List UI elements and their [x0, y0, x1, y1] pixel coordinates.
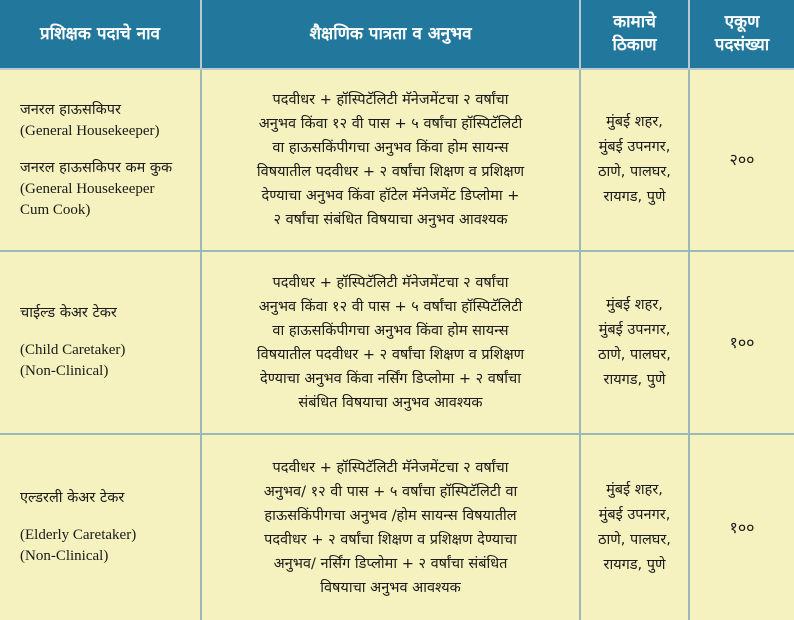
post-name-english: (General Housekeeper): [20, 122, 160, 139]
post-name-english: (Elderly Caretaker): [20, 527, 137, 543]
qualification-line: हाऊसकिंपीगचा अनुभव /होम सायन्स विषयातील: [264, 507, 517, 524]
post-name-english: Cum Cook): [20, 201, 91, 218]
qualification-line: अनुभव/ १२ वी पास + ५ वर्षांचा हॉस्पिटॅलिटी वा: [263, 483, 518, 500]
location-line: मुंबई उपनगर,: [598, 321, 671, 338]
location-line: ठाणे, पालघर,: [598, 346, 671, 363]
qualification-line: संबंधित विषयाचा अनुभव आवश्यक: [298, 394, 483, 411]
header-total-posts: [689, 0, 794, 69]
post-count: १००: [689, 251, 794, 434]
table-row: [0, 434, 794, 620]
qualification-line: देण्याचा अनुभव किंवा नर्सिंग डिप्लोमा + २ वर्षांचा: [260, 370, 521, 387]
header-location-line: ठिकाण: [612, 35, 657, 55]
header-total-line: एकूण: [724, 12, 760, 32]
location-line: ठाणे, पालघर,: [598, 531, 671, 548]
post-name-english: (Non-Clinical): [20, 363, 109, 379]
location-line: मुंबई उपनगर,: [598, 506, 671, 523]
post-name-english: (General Housekeeper: [20, 180, 155, 197]
post-name-cell: [0, 434, 201, 620]
post-name-marathi: जनरल हाऊसकिपर: [20, 101, 121, 118]
qualification-line: पदवीधर + २ वर्षांचा शिक्षण व प्रशिक्षण देण्याचा: [264, 531, 517, 548]
qualification-line: विषयाचा अनुभव आवश्यक: [320, 579, 461, 596]
qualification-line: पदवीधर + हॉस्पिटॅलिटी मॅनेजमेंटचा २ वर्षांचा: [272, 459, 509, 476]
post-name-cell: [0, 251, 201, 434]
table-row: [0, 251, 794, 434]
qualification-line: विषयातील पदवीधर + २ वर्षांचा शिक्षण व प्रशिक्षण: [256, 164, 525, 180]
location-cell: [580, 434, 689, 620]
post-count: १००: [689, 434, 794, 620]
qualification-line: वा हाऊसकिंपीगचा अनुभव किंवा होम सायन्स: [272, 322, 509, 339]
post-count: २००: [689, 69, 794, 251]
post-name-cell: [0, 69, 201, 251]
qualification-line: २ वर्षांचा संबंधित विषयाचा अनुभव आवश्यक: [273, 212, 508, 228]
location-line: मुंबई उपनगर,: [598, 139, 671, 155]
post-name-marathi: एल्डरली केअर टेकर: [20, 490, 125, 506]
post-name-english: (Non-Clinical): [20, 548, 109, 564]
qualification-line: विषयातील पदवीधर + २ वर्षांचा शिक्षण व प्रशिक्षण: [256, 346, 525, 363]
qualification-line: देण्याचा अनुभव किंवा हॉटेल मॅनेजमेंट डिप्लोमा +: [261, 188, 520, 204]
location-line: मुंबई शहर,: [606, 481, 663, 498]
location-line: मुंबई शहर,: [606, 114, 663, 130]
qualification-cell: [201, 69, 580, 251]
header-qualification: शैक्षणिक पात्रता व अनुभव: [201, 0, 580, 69]
location-line: रायगड, पुणे: [603, 556, 666, 573]
location-line: रायगड, पुणे: [603, 371, 666, 388]
header-post-name: प्रशिक्षक पदाचे नाव: [0, 0, 201, 69]
header-total-line: पदसंख्या: [714, 35, 770, 55]
header-location-line: कामाचे: [613, 12, 656, 32]
location-cell: [580, 69, 689, 251]
header-location: [580, 0, 689, 69]
table-row: [0, 69, 794, 251]
qualification-line: पदवीधर + हॉस्पिटॅलिटी मॅनेजमेंटचा २ वर्षांचा: [272, 274, 509, 291]
post-name-english: (Child Caretaker): [20, 342, 126, 358]
qualification-line: वा हाऊसकिंपीगचा अनुभव किंवा होम सायन्स: [272, 140, 509, 156]
location-cell: [580, 251, 689, 434]
location-line: रायगड, पुणे: [603, 189, 666, 205]
qualification-cell: [201, 251, 580, 434]
location-line: मुंबई शहर,: [606, 296, 663, 313]
location-line: ठाणे, पालघर,: [598, 164, 671, 180]
qualification-line: अनुभव/ नर्सिंग डिप्लोमा + २ वर्षांचा संबंधित: [273, 555, 508, 572]
post-name-marathi: जनरल हाऊसकिपर कम कुक: [20, 159, 173, 176]
qualification-line: अनुभव किंवा १२ वी पास + ५ वर्षांचा हॉस्पिटॅलिटी: [258, 298, 523, 315]
qualification-cell: [201, 434, 580, 620]
header-row: [0, 0, 794, 69]
post-name-marathi: चाईल्ड केअर टेकर: [20, 305, 117, 321]
qualification-line: पदवीधर + हॉस्पिटॅलिटी मॅनेजमेंटचा २ वर्षांचा: [272, 92, 509, 108]
qualification-line: अनुभव किंवा १२ वी पास + ५ वर्षांचा हॉस्पिटॅलिटी: [258, 116, 523, 132]
